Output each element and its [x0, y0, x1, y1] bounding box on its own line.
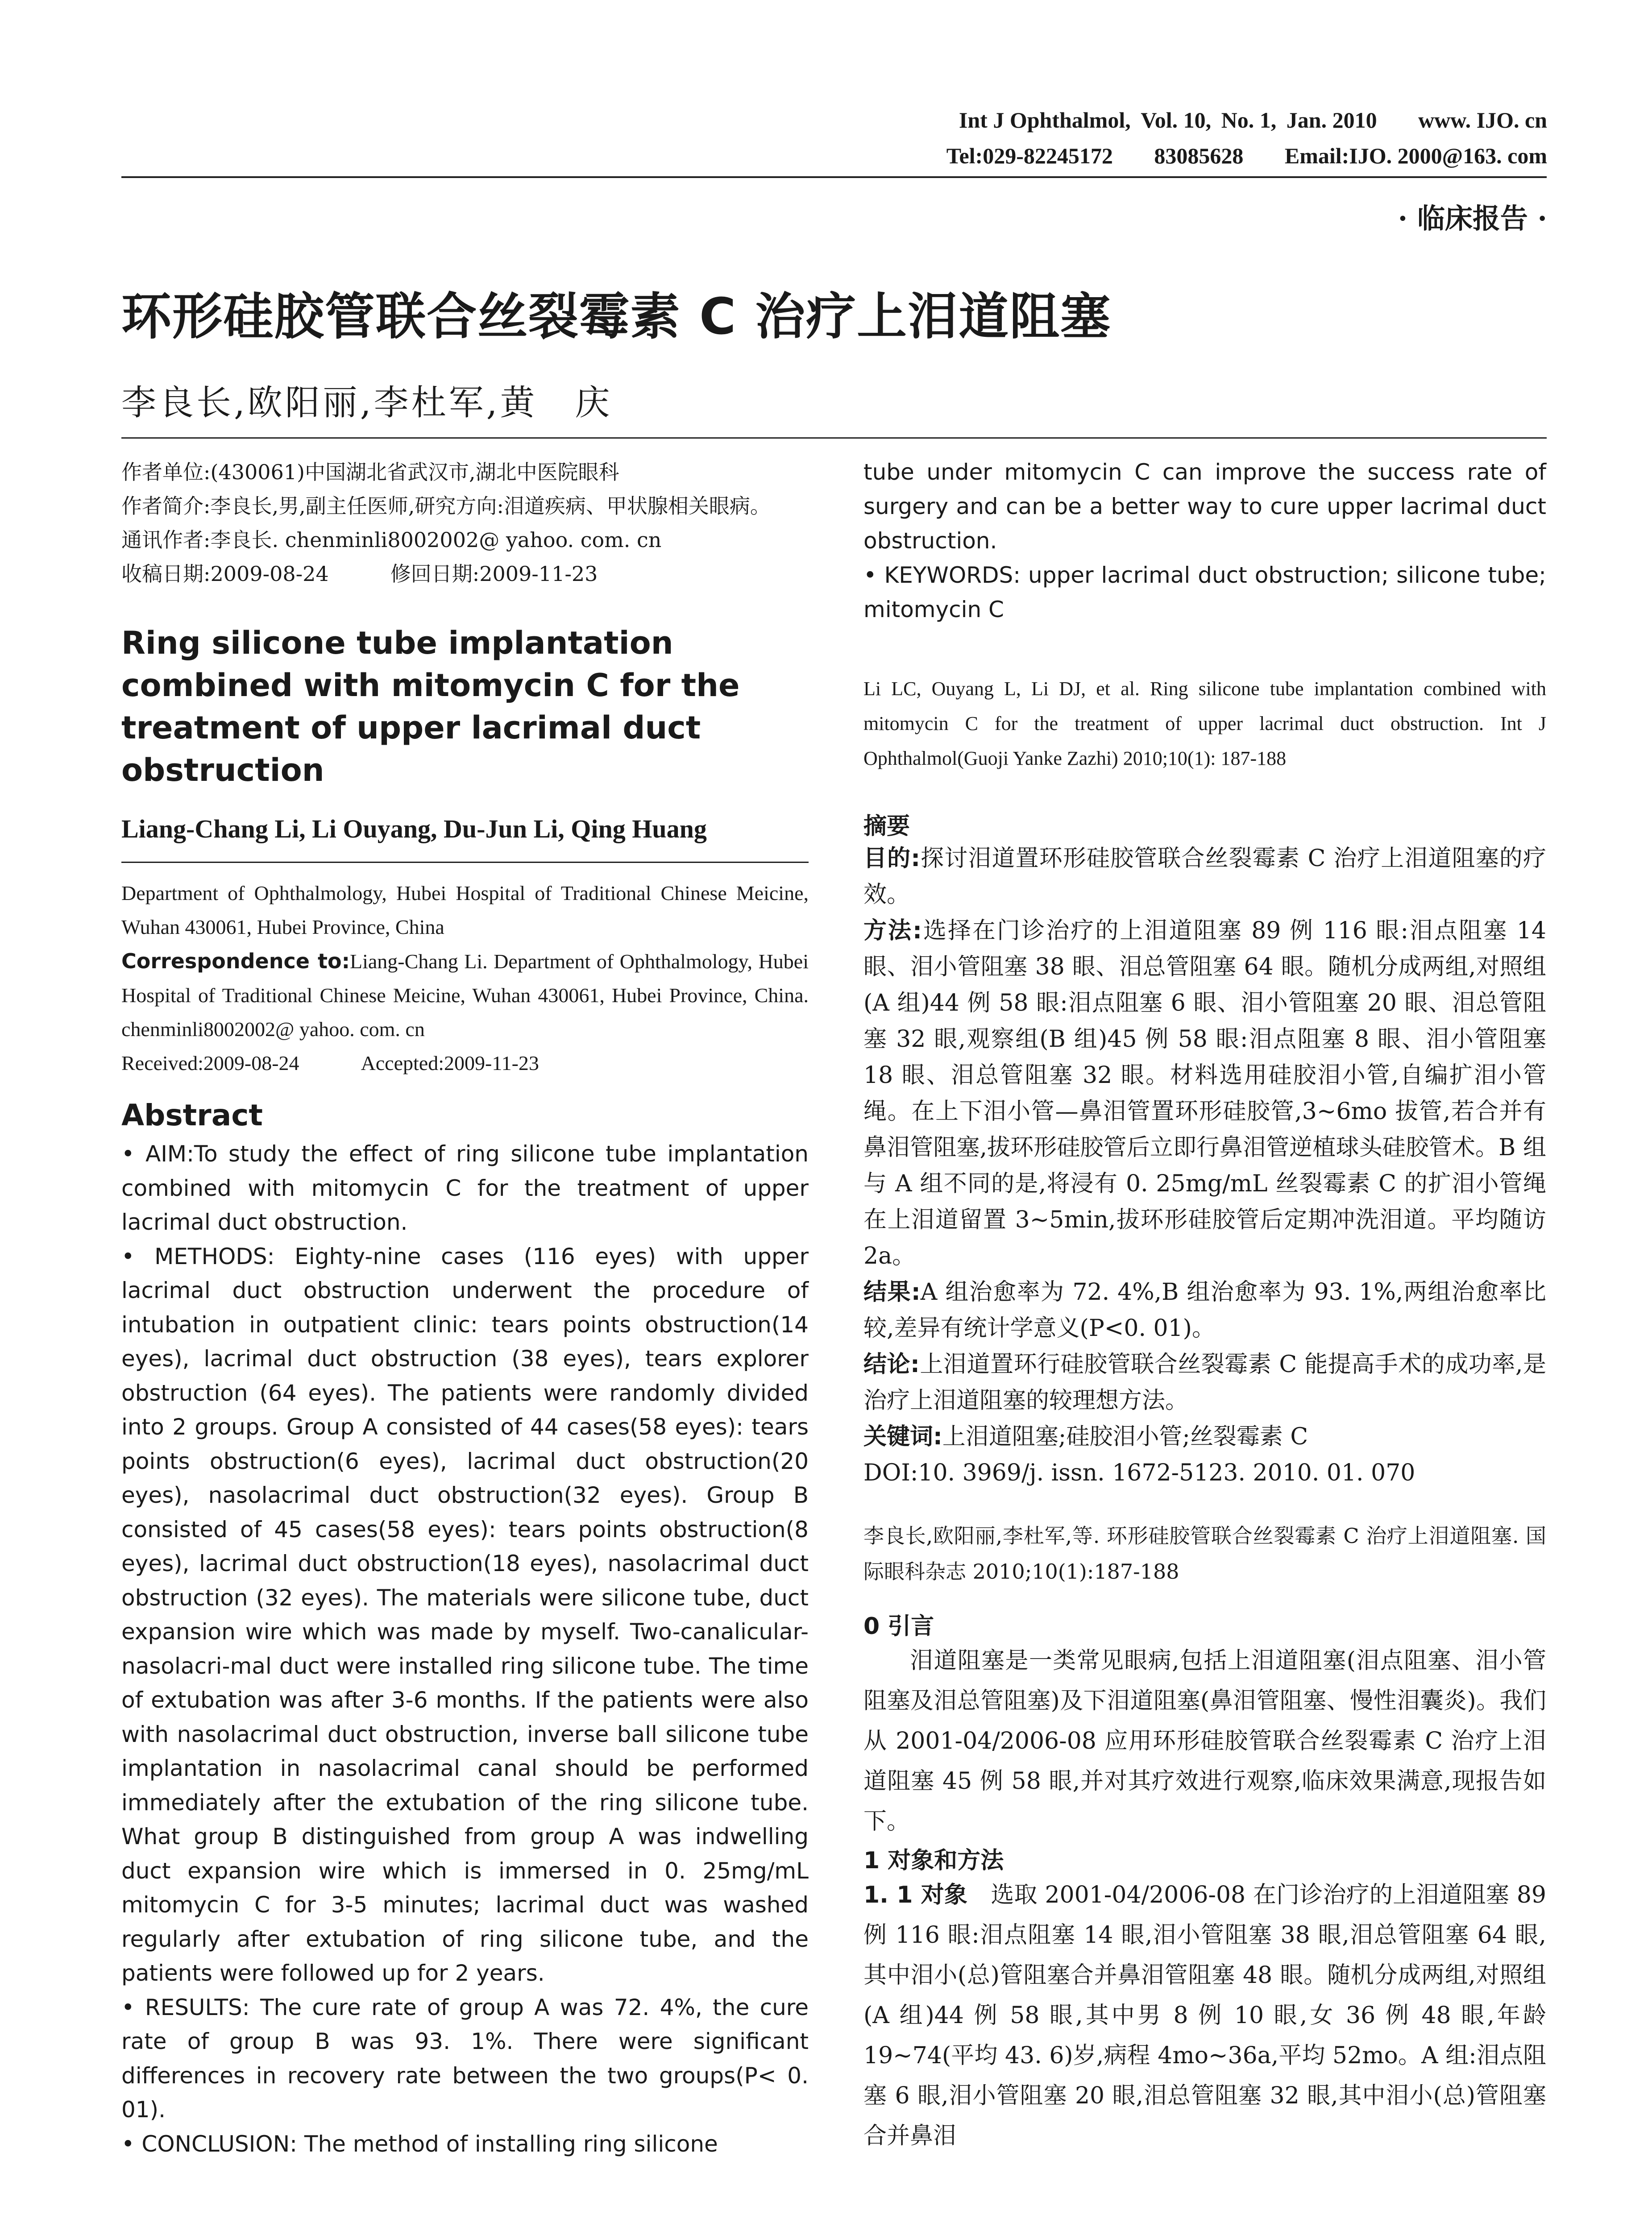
- abstract-cn-conclusion: [863, 1347, 1546, 1419]
- abstract-en: [121, 1137, 809, 2161]
- affiliation-en: [121, 876, 809, 1080]
- author-bio: 作者简介:李良长,男,副主任医师,研究方向:泪道疾病、甲状腺相关眼病。: [121, 494, 771, 518]
- abstract-cn-doi[interactable]: DOI:10. 3969/j. issn. 1672-5123. 2010. 01. 070: [863, 1460, 1415, 1486]
- received-dates-cn: 收稿日期:2009-08-24 修回日期:2009-11-23: [121, 562, 598, 586]
- abstract-cn-keywords-label: 关键词:: [863, 1423, 942, 1450]
- correspondence-en-label: Correspondence to:: [121, 949, 350, 973]
- methods-body: [863, 1875, 1546, 2156]
- journal-website[interactable]: www. IJO. cn: [1418, 108, 1547, 133]
- journal-tel2: 83085628: [1154, 143, 1244, 168]
- abstract-cn-results: [863, 1274, 1546, 1347]
- journal-email[interactable]: Email:IJO. 2000@163. com: [1284, 143, 1547, 168]
- journal-header-line2: [946, 143, 1547, 169]
- left-column: [121, 455, 809, 2161]
- abstract-cn-methods: [863, 913, 1546, 1274]
- abstract-cn-aim-text: 探讨泪道置环形硅胶管联合丝裂霉素 C 治疗上泪道阻塞的疗效。: [863, 845, 1546, 908]
- department-en: Department of Ophthalmology, Hubei Hospital of Traditional Chinese Meicine, Wuhan 430061, Hubei Province, China: [121, 882, 809, 938]
- journal-number: No. 1: [1221, 108, 1271, 133]
- abstract-cn-results-label: 结果:: [863, 1279, 921, 1306]
- intro-body: [863, 1641, 1546, 1841]
- abstract-cn-methods-text: 选择在门诊治疗的上泪道阻塞 89 例 116 眼:泪点阻塞 14 眼、泪小管阻塞 38 眼、泪总管阻塞 64 眼。随机分成两组,对照组(A 组)44 例 58 眼:泪点阻塞 6 眼、泪小管阻塞 20 眼、泪总管阻塞 32 眼,观察组(B 组)45 例 58 眼:泪点阻塞 8 眼、泪小管阻塞 18 眼、泪总管阻塞 32 眼。材料选用硅胶泪小管,自编扩泪小管绳。在上下泪小管—鼻泪管置环形硅胶管,3~6mo 拔管,若合并有鼻泪管阻塞,拔环形硅胶管后立即行鼻泪管逆植球头硅胶管术。B 组与 A 组不同的是,将浸有 0. 25mg/mL 丝裂霉素 C 的扩泪小管绳在上泪道留置 3~5min,拔环形硅胶管后定期冲洗泪道。平均随访 2a。: [863, 917, 1546, 1269]
- authors-rule: [121, 862, 809, 863]
- abstract-aim: • AIM:To study the effect of ring silicone tube implantation combined with mitomycin C for the treatment of upper lacrimal duct obstruction.: [121, 1141, 809, 1235]
- abstract-cn-results-text: A 组治愈率为 72. 4%,B 组治愈率为 93. 1%,两组治愈率比较,差异有统计学意义(P<0. 01)。: [863, 1279, 1546, 1342]
- abstract-cn-conclusion-label: 结论:: [863, 1351, 920, 1378]
- journal-header-line1: Int J Ophthalmol, Vol. 10, No. 1, Jan. 2010 www. IJO. cn: [959, 108, 1547, 133]
- abstract-cn-methods-label: 方法:: [863, 917, 922, 944]
- abstract-heading: Abstract: [121, 1098, 263, 1132]
- abstract-cn-aim-label: 目的:: [863, 845, 921, 872]
- journal-name: Int J Ophthalmol: [959, 108, 1125, 133]
- authors-cn: 李良长,欧阳丽,李杜军,黄 庆: [121, 383, 613, 423]
- intro-paragraph: 泪道阻塞是一类常见眼病,包括上泪道阻塞(泪点阻塞、泪小管阻塞及泪总管阻塞)及下泪道阻塞(鼻泪管阻塞、慢性泪囊炎)。我们从 2001-04/2006-08 应用环形硅胶管联合丝裂霉素 C 治疗上泪道阻塞 45 例 58 眼,并对其疗效进行观察,临床效果满意,现报告如下。: [863, 1647, 1546, 1835]
- abstract-conclusion-start: • CONCLUSION: The method of installing ring silicone: [121, 2131, 718, 2157]
- citation-en: Li LC, Ouyang L, Li DJ, et al. Ring silicone tube implantation combined with mitomycin C for the treatment of upper lacrimal duct obstruction. Int J Ophthalmol(Guoji Yanke Zazhi) 2010;10(1): 187-188: [863, 678, 1546, 769]
- affiliation-cn: [121, 455, 809, 591]
- abstract-keywords: • KEYWORDS: upper lacrimal duct obstruction; silicone tube; mitomycin C: [863, 562, 1546, 622]
- title-cn: 环形硅胶管联合丝裂霉素 C 治疗上泪道阻塞: [121, 288, 1112, 346]
- citation-cn: 李良长,欧阳丽,李杜军,等. 环形硅胶管联合丝裂霉素 C 治疗上泪道阻塞. 国际眼科杂志 2010;10(1):187-188: [863, 1524, 1546, 1584]
- abstract-results: • RESULTS: The cure rate of group A was 72. 4%, the cure rate of group B was 93. 1%. There were significant differences in recovery rate between the two groups(P< 0. 01).: [121, 1994, 809, 2123]
- abstract-en-continued: [863, 455, 1546, 627]
- title-rule: [121, 437, 1547, 439]
- journal-volume: Vol. 10: [1141, 108, 1206, 133]
- abstract-cn-aim: [863, 841, 1546, 913]
- correspondence-en: [121, 944, 809, 1046]
- intro-heading: 0 引言: [863, 1613, 934, 1640]
- abstract-cn-keywords: [863, 1419, 1546, 1455]
- abstract-cn-heading: 摘要: [863, 813, 910, 840]
- abstract-conclusion-end: tube under mitomycin C can improve the success rate of surgery and can be a better way to cure upper lacrimal duct obstruction.: [863, 459, 1546, 554]
- affiliation-unit: 作者单位:(430061)中国湖北省武汉市,湖北中医院眼科: [121, 460, 619, 484]
- section-tag: · 临床报告 ·: [1398, 202, 1547, 235]
- abstract-cn-conclusion-text: 上泪道置环行硅胶管联合丝裂霉素 C 能提高手术的成功率,是治疗上泪道阻塞的较理想方法。: [863, 1351, 1546, 1414]
- title-en: Ring silicone tube implantation combined with mitomycin C for the treatment of upper lacrimal duct obstruction: [121, 625, 740, 788]
- authors-en: Liang-Chang Li, Li Ouyang, Du-Jun Li, Qing Huang: [121, 814, 707, 843]
- subsection-heading: 1. 1 对象: [863, 1882, 968, 1908]
- methods-heading: 1 对象和方法: [863, 1847, 1004, 1874]
- header-rule: [121, 176, 1547, 178]
- abstract-methods: • METHODS: Eighty-nine cases (116 eyes) with upper lacrimal duct obstruction underwent the procedure of intubation in outpatient clinic: tears points obstruction(14 eyes), lacrimal duct obstruction (38 eyes), tears explorer obstruction (64 eyes). The patients were randomly divided into 2 groups. Group A consisted of 44 cases(58 eyes): tears points obstruction(6 eyes), lacrimal duct obstruction(20 eyes), nasolacrimal duct obstruction(32 eyes). Group B consisted of 45 cases(58 eyes): tears points obstruction(8 eyes), lacrimal duct obstruction(18 eyes), nasolacrimal duct obstruction (32 eyes). The materials were silicone tube, duct expansion wire which was made by myself. Two-canalicular-nasolacri-mal duct were installed ring silicone tube. The time of extubation was after 3-6 months. If the patients were also with nasolacrimal duct obstruction, inverse ball silicone tube implantation in nasolacrimal canal should be performed immediately after the extubation of the ring silicone tube. What group B distinguished from group A was indwelling duct expansion wire which is immersed in 0. 25mg/mL mitomycin C for 3-5 minutes; lacrimal duct was washed regularly after extubation of ring silicone tube, and the patients were followed up for 2 years.: [121, 1243, 809, 1986]
- abstract-cn: [863, 841, 1546, 1491]
- correspondence-en-text: Liang-Chang Li. Department of Ophthalmology, Hubei Hospital of Traditional Chinese Meicine, Wuhan 430061, Hubei Province, China. chenminli8002002@ yahoo. com. cn: [121, 950, 809, 1041]
- methods-paragraph: [863, 1875, 1546, 2156]
- right-column: [863, 455, 1546, 2156]
- received-en: Received:2009-08-24 Accepted:2009-11-23: [121, 1052, 539, 1074]
- methods-text: 选取 2001-04/2006-08 在门诊治疗的上泪道阻塞 89 例 116 眼:泪点阻塞 14 眼,泪小管阻塞 38 眼,泪总管阻塞 64 眼,其中泪小(总)管阻塞合并鼻泪管阻塞 48 眼。随机分成两组,对照组(A 组)44 例 58 眼,其中男 8 例 10 眼,女 36 例 48 眼,年龄 19~74(平均 43. 6)岁,病程 4mo~36a,平均 52mo。A 组:泪点阻塞 6 眼,泪小管阻塞 20 眼,泪总管阻塞 32 眼,其中泪小(总)管阻塞合并鼻泪: [863, 1882, 1546, 2149]
- abstract-cn-keywords-text: 上泪道阻塞;硅胶泪小管;丝裂霉素 C: [942, 1423, 1308, 1450]
- journal-date: Jan. 2010: [1286, 108, 1377, 133]
- correspondence-cn: 通讯作者:李良长. chenminli8002002@ yahoo. com. cn: [121, 528, 662, 552]
- journal-tel: Tel:029-82245172: [946, 143, 1113, 168]
